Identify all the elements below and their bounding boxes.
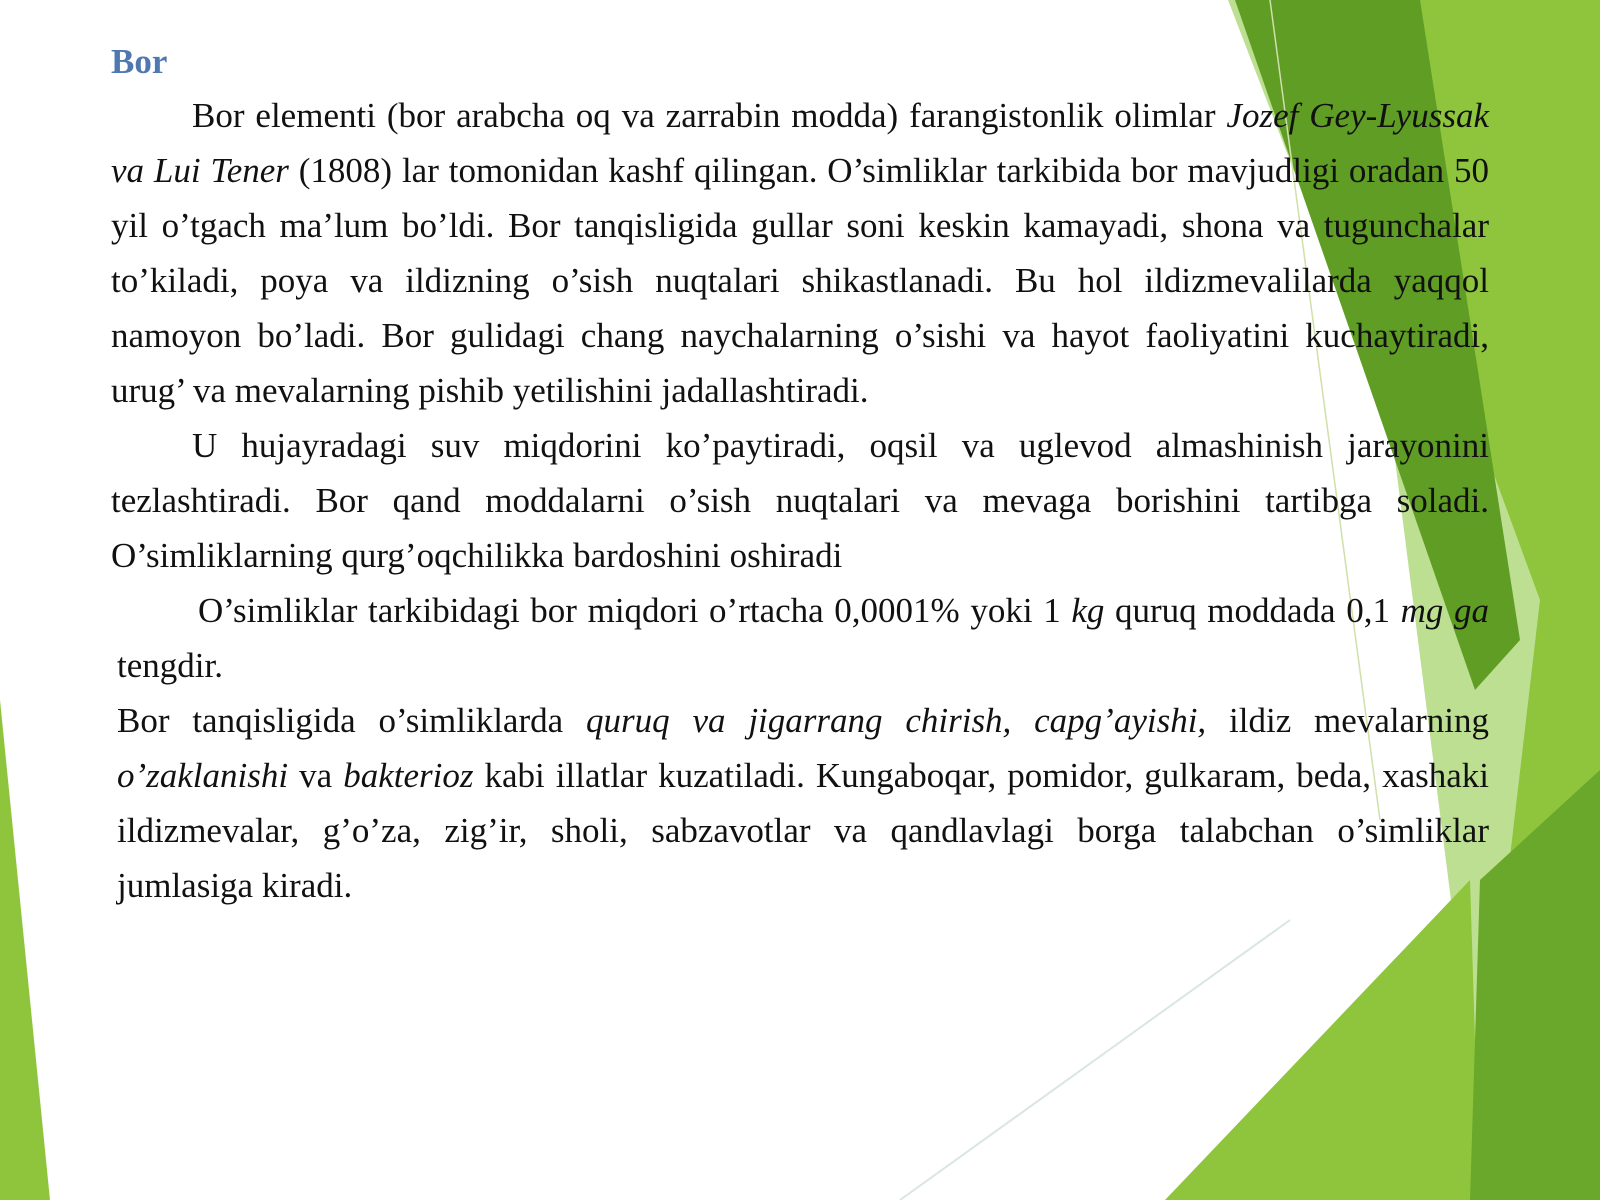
p4-italic-ozaklanishi: o’zaklanishi: [117, 756, 289, 795]
p4-text-a: Bor tanqisligida o’simliklarda: [117, 701, 586, 740]
left-green-wedge: [0, 700, 50, 1200]
p4-text-c: ildiz mevalarning: [1206, 701, 1489, 740]
p3-text-a: O’simliklar tarkibidagi bor miqdori o’rtacha 0,0001% yoki 1: [198, 591, 1072, 630]
paragraph-2: U hujayradagi suv miqdorini ko’paytiradi, oqsil va uglevod almashinish jarayonini tezlashtiradi. Bor qand moddalarni o’sish nuqtalari va mevaga borishini tartibga soladi. O’simliklarning qurg’oqchilikka bardoshini oshiradi: [111, 426, 1489, 575]
p3-text-c: quruq moddada 0,1: [1104, 591, 1401, 630]
bottom-green-wedge: [1165, 880, 1480, 1200]
p4-italic-diseases: quruq va jigarrang chirish, capg’ayishi,: [586, 701, 1207, 740]
p1-text-c: (1808) lar tomonidan kashf qilingan. O’simliklar tarkibida bor mavjudligi oradan 50 yil o’tgach ma’lum bo’ldi. Bor tanqisligida gullar soni keskin kamayadi, shona va tugunchalar to’kiladi, poya va ildizning o’sish nuqtalari shikastlanadi. Bu hol ildizmevalilarda yaqqol namoyon bo’ladi. Bor gulidagi chang naychalarning o’sishi va hayot faoliyatini kuchaytiradi, urug’ va mevalarning pishib yetilishini jadallashtiradi.: [111, 151, 1490, 410]
p4-text-e: va: [288, 756, 344, 795]
paragraph-3: [111, 583, 1489, 693]
p3-italic-mg: mg ga: [1400, 591, 1489, 630]
paragraph-1: [111, 88, 1489, 418]
p4-italic-bakterioz: bakterioz: [343, 756, 474, 795]
p1-text-a: Bor elementi (bor arabcha oq va zarrabin modda) farangistonlik olimlar: [192, 96, 1227, 135]
slide-title: Bor: [111, 42, 168, 81]
p1-italic-names: Jozef Gey-Lyussak va Lui Tener: [111, 96, 1489, 190]
paragraph-4: [111, 693, 1489, 913]
slide-content: [111, 38, 1489, 913]
p3-italic-kg: kg: [1071, 591, 1105, 630]
p3-text-e: tengdir.: [117, 646, 223, 685]
p4-text-g: kabi illatlar kuzatiladi. Kungaboqar, pomidor, gulkaram, beda, xashaki ildizmevalar, g’o’za, zig’ir, sholi, sabzavotlar va qandlavlagi borga talabchan o’simliklar jumlasiga kiradi.: [117, 756, 1489, 905]
